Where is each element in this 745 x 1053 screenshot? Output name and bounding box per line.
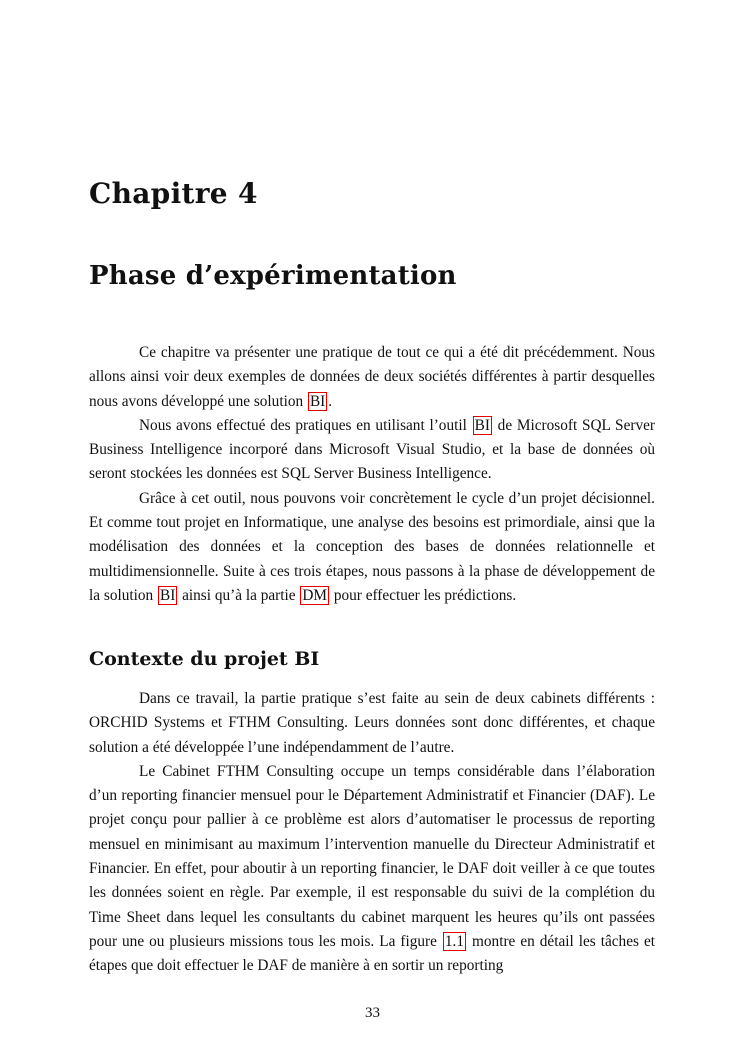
figure-link[interactable]: 1.1	[444, 932, 465, 950]
section-title: Contexte du projet BI	[89, 648, 320, 670]
page-number: 33	[365, 1005, 380, 1021]
paragraph-text: pour effectuer les prédictions.	[330, 586, 517, 604]
context-section	[89, 687, 655, 979]
paragraph-text: ainsi qu’à la partie	[178, 586, 300, 604]
intro-section	[89, 341, 655, 608]
paragraph-text: montre en détail les tâches et étapes que doit effectuer le DAF de manière à en sortir un reporting	[89, 932, 655, 975]
chapter-title: Phase d’expérimentation	[89, 261, 457, 291]
intro-paragraph-3	[89, 487, 655, 608]
paragraph-text: de Microsoft SQL Server Business Intelligence incorporé dans Microsoft Visual Studio, et la base de données où seront stockées les données est SQL Server Business Intelligence.	[89, 416, 655, 483]
intro-paragraph-2	[89, 414, 655, 487]
paragraph-text: .	[328, 392, 333, 410]
acronym-link-bi[interactable]: BI	[160, 586, 176, 604]
paragraph-text: Le Cabinet FTHM Consulting occupe un temps considérable dans l’élaboration d’un reporting financier mensuel pour le Département Administratif et Financier (DAF). Le projet conçu pour pallier à ce problème est alors d’automatiser le processus de reporting mensuel en minimisant au maximum l’intervention manuelle du Directeur Administratif et Financier. En effet, pour aboutir à un reporting financier, le DAF doit veiller à ce que toutes les données soient en règle. Par exemple, il est responsable du suivi de la complétion du Time Sheet dans lequel les consultants du cabinet marquent les heures qu’ils ont passées pour une ou plusieurs missions tous les mois. La figure	[89, 762, 655, 950]
context-paragraph-1	[89, 687, 655, 760]
paragraph-text: Grâce à cet outil, nous pouvons voir concrètement le cycle d’un projet décisionnel. Et comme tout projet en Informatique, une analyse des besoins est primordiale, ainsi que la modélisation des données et la conception des bases de données relationnelle et multidimensionnelle. Suite à ces trois étapes, nous passons à la phase de développement de la solution	[89, 489, 655, 604]
paragraph-text: Dans ce travail, la partie pratique s’est faite au sein de deux cabinets différents : ORCHID Systems et FTHM Consulting. Leurs données sont donc différentes, et chaque solution a été développée l’une indépendamment de l’autre.	[89, 690, 655, 756]
chapter-label: Chapitre 4	[89, 177, 258, 210]
context-paragraph-2	[89, 760, 655, 979]
acronym-link-dm[interactable]: DM	[302, 586, 328, 604]
paragraph-text: Nous avons effectué des pratiques en utilisant l’outil	[139, 416, 472, 434]
paragraph-text: Ce chapitre va présenter une pratique de tout ce qui a été dit précédemment. Nous allons ainsi voir deux exemples de données de deux sociétés différentes à partir desquelles nous avons développé une solution	[89, 344, 655, 410]
acronym-link-bi[interactable]: BI	[474, 416, 490, 434]
acronym-link-bi[interactable]: BI	[309, 392, 326, 410]
intro-paragraph-1	[89, 341, 655, 414]
